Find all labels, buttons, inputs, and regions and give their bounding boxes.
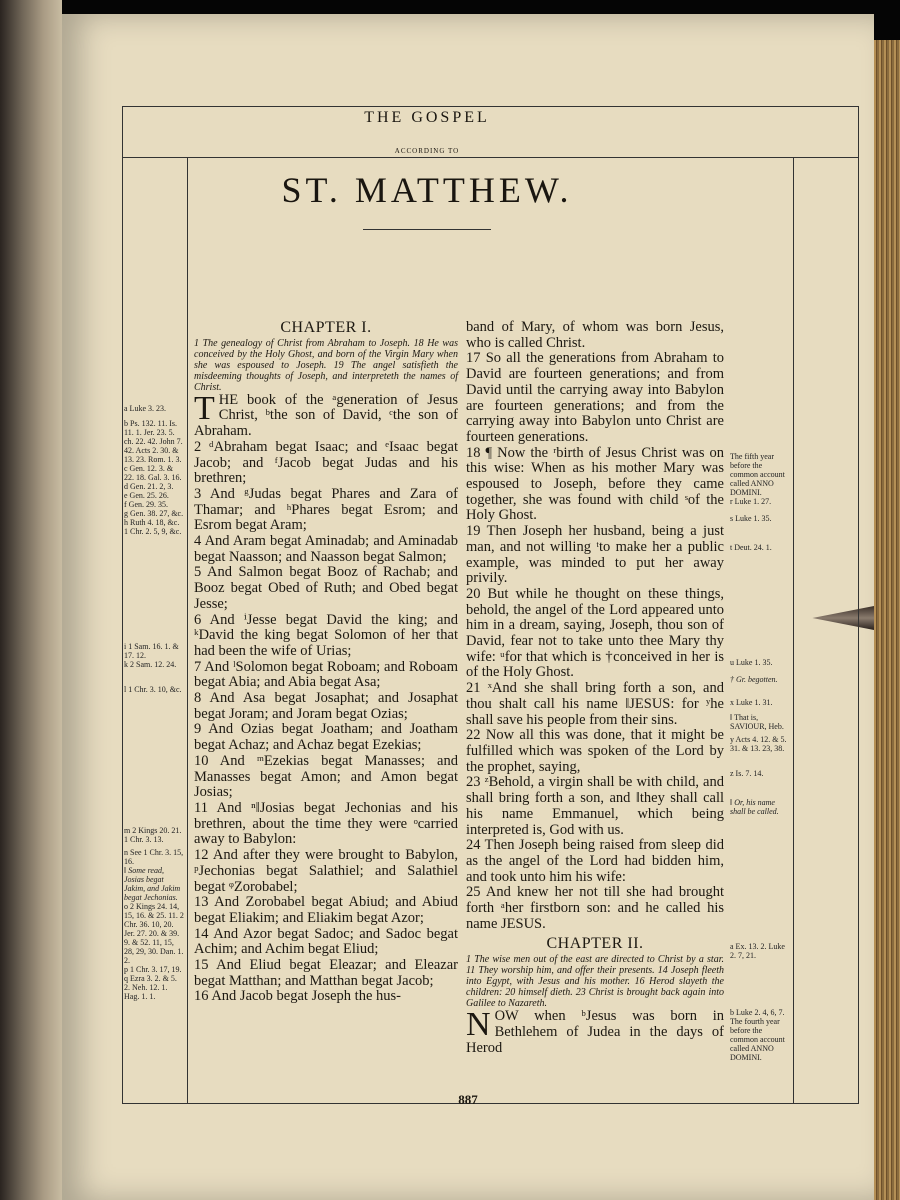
note-m: m 2 Kings 20. 21. 1 Chr. 3. 13.: [124, 826, 182, 844]
verse-10: 10 And ᵐEzekias begat Manasses; and Manasses begat Amon; and Amon begat Josias;: [194, 752, 458, 801]
note-a: a Luke 3. 23.: [124, 404, 166, 413]
left-margin-notes: [124, 404, 184, 536]
bible-page: [62, 14, 874, 1200]
chapter-2-heading: CHAPTER II.: [546, 935, 644, 953]
left-margin-notes-low: [124, 826, 184, 1001]
note-a2: a Ex. 13. 2. Luke 2. 7, 21.: [730, 942, 785, 960]
verse-1: THE book of the ᵃgeneration of Jesus Christ, ᵇthe son of David, ᶜthe son of Abraham.: [194, 389, 458, 440]
note-l: l 1 Chr. 3. 10, &c.: [124, 685, 182, 694]
note-n: n See 1 Chr. 3. 15, 16.: [124, 848, 184, 866]
note-q: q Ezra 3. 2. & 5. 2. Neh. 12. 1. Hag. 1. 1.: [124, 974, 177, 1001]
note-s: s Luke 1. 35.: [730, 514, 772, 523]
note-y: y Acts 4. 12. & 5. 31. & 13. 23, 38.: [730, 735, 787, 753]
note-i: i 1 Sam. 16. 1. & 17. 12.: [124, 642, 179, 660]
note-b2: b Luke 2. 4, 6, 7.: [730, 1008, 785, 1017]
left-margin-rule: [187, 157, 188, 1103]
note-h: h Ruth 4. 18, &c. 1 Chr. 2. 5, 9, &c.: [124, 518, 182, 536]
note-r: r Luke 1. 27.: [730, 497, 772, 506]
verse-16: 16 And Jacob begat Joseph the hus-: [194, 988, 401, 1005]
verse-18: 18 ¶ Now the ʳbirth of Jesus Christ was on this wise: When as his mother Mary was espoused to Joseph, before they came together, she was found with child ˢof the Holy Ghost.: [466, 444, 724, 524]
chapter-1-heading: CHAPTER I.: [280, 319, 372, 336]
verse-4: 4 And Aram begat Aminadab; and Aminadab begat Naasson; and Naasson begat Salmon;: [194, 533, 458, 565]
verse-16-cont: band of Mary, of whom was born Jesus, who is called Christ.: [466, 319, 724, 351]
according-to: ACCORDING TO: [394, 147, 460, 155]
verse-15: 15 And Eliud begat Eleazar; and Eleazar begat Matthan; and Matthan begat Jacob;: [194, 957, 458, 989]
verse-21: 21 ˣAnd she shall bring forth a son, and thou shalt call his name ‖JESUS: for ʸhe shall save his people from their sins.: [466, 680, 724, 728]
note-fifth-year: The fifth year before the common account called ANNO DOMINI.: [730, 452, 785, 497]
book-page-edges: [872, 40, 900, 1200]
note-d: d Gen. 21. 2, 3.: [124, 482, 174, 491]
title-block: [192, 109, 662, 230]
verse-9: 9 And Ozias begat Joatham; and Joatham begat Achaz; and Achaz begat Ezekias;: [194, 721, 458, 754]
verse-14: 14 And Azor begat Sadoc; and Sadoc begat Achim; and Achim begat Eliud;: [194, 925, 458, 958]
verse-17: 17 So all the generations from Abraham to David are fourteen generations; and from David until the carrying away into Babylon are fourteen generations; and from the carrying away into Babylon unto Christ are fourteen generations.: [466, 350, 724, 445]
verse-22: 22 Now all this was done, that it might be fulfilled which was spoken of the Lord by the prophet, saying,: [466, 727, 724, 775]
chapter-2-verse-1: NOW when ᵇJesus was born in Bethlehem of Judea in the days of Herod: [466, 1006, 724, 1056]
gospel-heading: THE GOSPEL: [364, 109, 490, 126]
verse-25: 25 And knew her not till she had brought forth ᵃher firstborn son: and he called his name JESUS.: [466, 884, 724, 932]
verse-12: 12 And after they were brought to Babylon, ᵖJechonias begat Salathiel; and Salathiel begat ᵠZorobabel;: [194, 847, 458, 895]
note-z: z Is. 7. 14.: [730, 769, 764, 778]
verse-5: 5 And Salmon begat Booz of Rachab; and Booz begat Obed of Ruth; and Obed begat Jesse;: [194, 564, 458, 612]
verse-2: 2 ᵈAbraham begat Isaac; and ᵉIsaac begat Jacob; and ᶠJacob begat Judas and his brethren;: [194, 438, 458, 487]
note-p: p 1 Chr. 3. 17, 19.: [124, 965, 182, 974]
note-t: t Deut. 24. 1.: [730, 543, 772, 552]
note-saviour: ‖ That is, SAVIOUR, Heb.: [730, 713, 784, 731]
right-margin-rule: [793, 157, 794, 1103]
verse-23: 23 ᶻBehold, a virgin shall be with child, and shall bring forth a son, and ‖they shall call his name Emmanuel, which being interpreted is, God with us.: [466, 774, 724, 838]
title-rule: [363, 229, 491, 230]
note-c: c Gen. 12. 3. & 22. 18. Gal. 3. 16.: [124, 464, 182, 482]
verse-19: 19 Then Joseph her husband, being a just man, and not willing ᵗto make her a public example, was minded to put her away privily.: [466, 523, 724, 587]
page-number: 887: [458, 1092, 478, 1107]
verse-13: 13 And Zorobabel begat Abiud; and Abiud begat Eliakim; and Eliakim begat Azor;: [194, 894, 458, 926]
note-u: u Luke 1. 35.: [730, 658, 773, 667]
chapter-2-summary: 1 The wise men out of the east are directed to Christ by a star. 11 They worship him, and offer their presents. 14 Joseph fleeth into Egypt, with Jesus and his mother. 16 Herod slayeth the children: 20 himself dieth. 23 Christ is brought back again into Galilee to Nazareth.: [466, 954, 724, 1010]
left-text-column: [194, 320, 458, 1005]
verse-3: 3 And ᵍJudas begat Phares and Zara of Thamar; and ʰPhares begat Esrom; and Esrom begat Aram;: [194, 485, 458, 534]
note-e: e Gen. 25. 26.: [124, 491, 169, 500]
dropcap-n: N: [466, 1006, 491, 1044]
note-fourth-year: The fourth year before the common account called ANNO DOMINI.: [730, 1017, 785, 1062]
note-some-read: ‖ Some read, Josias begat Jakim, and Jakim begat Jechonias.: [124, 866, 181, 902]
note-gr-begotten: † Gr. begotten.: [730, 675, 778, 684]
verse-20: 20 But while he thought on these things, behold, the angel of the Lord appeared unto him in a dream, saying, Joseph, thou son of David, fear not to take unto thee Mary thy wife: ᵘfor that which is †conceived in her is of the Holy Ghost.: [466, 585, 724, 681]
right-margin-notes: [730, 452, 792, 552]
chapter-1-summary: 1 The genealogy of Christ from Abraham to Joseph. 18 He was conceived by the Holy Ghost, and born of the Virgin Mary when she was espoused to Joseph. 19 The angel satisfieth the misdeeming thoughts of Joseph, and interpreteth the names of Christ.: [194, 337, 458, 393]
right-text-column: [466, 320, 724, 1056]
note-x: x Luke 1. 31.: [730, 698, 773, 707]
right-margin-notes-low: [730, 942, 792, 1062]
verse-8: 8 And Asa begat Josaphat; and Josaphat begat Joram; and Joram begat Ozias;: [194, 690, 458, 722]
verse-24: 24 Then Joseph being raised from sleep did as the angel of the Lord had bidden him, and took unto him his wife:: [466, 837, 724, 885]
left-margin-notes-mid: [124, 642, 184, 694]
note-g: g Gen. 38. 27, &c.: [124, 509, 184, 518]
right-margin-notes-mid: [730, 658, 792, 816]
dropcap-t: T: [194, 389, 215, 427]
note-or-his-name: ‖ Or, his name shall be called.: [730, 798, 779, 816]
note-o: o 2 Kings 24. 14, 15, 16. & 25. 11. 2 Chr. 36. 10, 20. Jer. 27. 20. & 39. 9. & 52. 11, 15, 28, 29, 30. Dan. 1. 2.: [124, 902, 184, 965]
book-left-edge: [0, 0, 62, 1200]
verse-6: 6 And ⁱJesse begat David the king; and ᵏDavid the king begat Solomon of her that had been the wife of Urias;: [194, 611, 458, 659]
note-k: k 2 Sam. 12. 24.: [124, 660, 177, 669]
note-b: b Ps. 132. 11. Is. 11. 1. Jer. 23. 5. ch. 22. 42. John 7. 42. Acts 2. 30. & 13. 23. Rom. 1. 3.: [124, 419, 183, 464]
book-title: ST. MATTHEW.: [281, 170, 573, 210]
verse-11: 11 And ⁿ‖Josias begat Jechonias and his brethren, about the time they were ᵒcarried away to Babylon:: [194, 799, 458, 848]
note-f: f Gen. 29. 35.: [124, 500, 168, 509]
verse-7: 7 And ˡSolomon begat Roboam; and Roboam begat Abia; and Abia begat Asa;: [194, 658, 458, 691]
